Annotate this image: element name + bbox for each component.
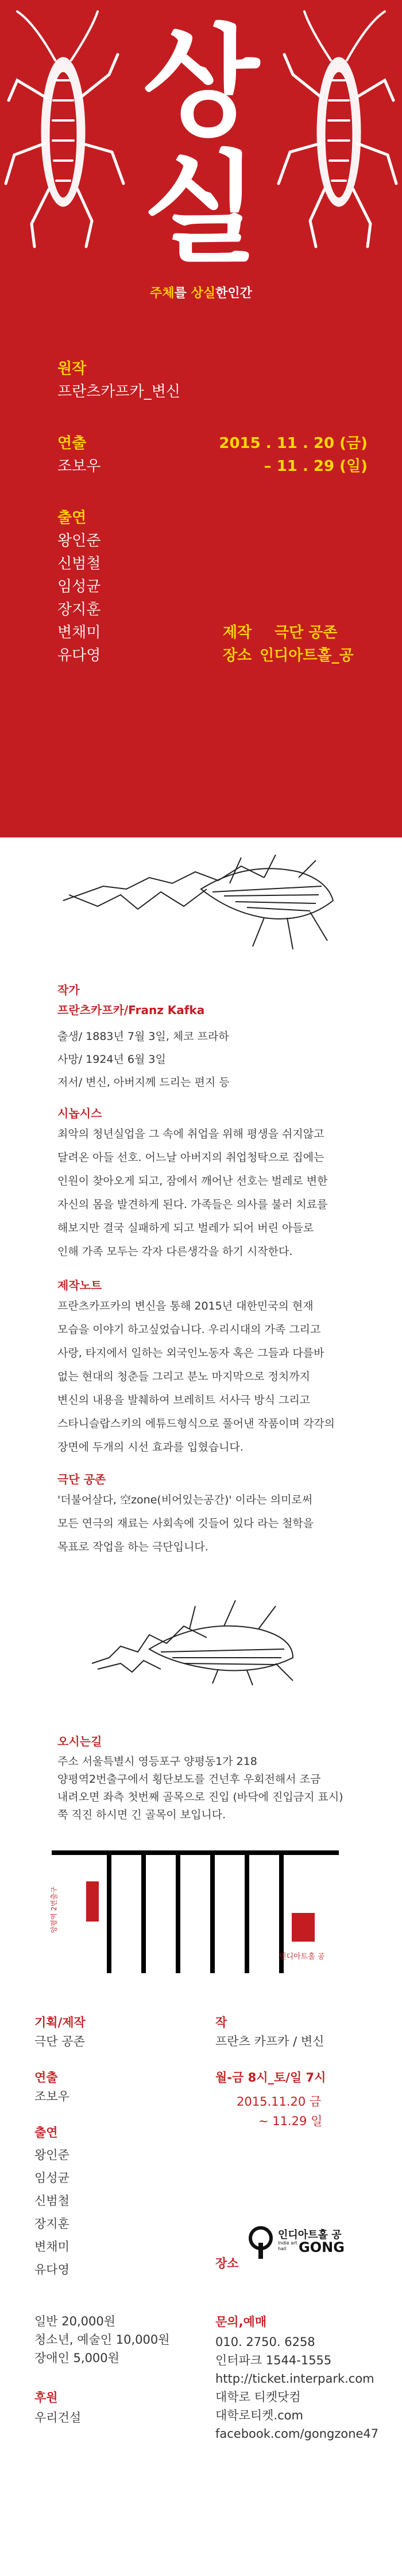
date-line-1: 2015 . 11 . 20 (금) (219, 435, 368, 452)
synopsis-heading: 시놉시스 (57, 1106, 102, 1120)
cast-member-6: 유다영 (57, 647, 101, 664)
price-line: 일반 20,000원 (34, 2314, 116, 2328)
director-value-bottom: 조보우 (34, 2090, 69, 2103)
venue-value: 인디아트홀_공 (260, 647, 354, 664)
price-line: 청소년, 예술인 10,000원 (34, 2333, 170, 2347)
note-line: 변신의 내용을 발췌하여 브레히트 서사극 방식 그리고 (57, 1394, 311, 1406)
cast-label: 출연 (57, 509, 87, 527)
original-value: 프란츠카프카_변신 (57, 383, 180, 400)
synopsis-line: 해보지만 결국 실패하게 되고 벌레가 되어 버린 아들로 (57, 1222, 314, 1234)
inquiry-interpark: 인터파크 1544-1555 (215, 2353, 332, 2367)
venue-heading: 장소 (215, 2257, 239, 2270)
plan-value: 극단 공존 (34, 2035, 85, 2048)
director-value: 조보우 (57, 458, 101, 475)
directions-line: 양평역2번출구에서 횡단보도를 건넌후 우회전해서 조금 (57, 1773, 321, 1786)
director-heading: 연출 (34, 2071, 58, 2084)
sponsor-heading: 후원 (34, 2391, 58, 2404)
venue-logo-mark (248, 2226, 273, 2260)
price-line: 장애인 5,000원 (34, 2351, 119, 2365)
inquiry-ticket-com: 대학로티켓.com (215, 2409, 303, 2422)
author-name: 프란츠카프카/Franz Kafka (57, 1003, 205, 1017)
inquiry-url: http://ticket.interpark.com (215, 2372, 374, 2386)
directions-line: 쭉 직진 하시면 긴 골목이 보입니다. (57, 1809, 226, 1821)
company-line: 모든 연극의 재료는 사회속에 깃들어 있다 라는 철학을 (57, 1517, 314, 1530)
left-cockroach-illustration (6, 11, 123, 247)
cast-bottom: 왕인준 (34, 2148, 69, 2162)
map-station-label: 양평역 2번출구 (50, 1886, 58, 1933)
venue-logo-korean: 인디아트홀 공 (278, 2229, 342, 2241)
synopsis-line: 자신의 몸을 발견하게 된다. 가족들은 의사를 불러 치료를 (57, 1198, 328, 1211)
production-value: 극단 공존 (275, 624, 338, 641)
venue-logo (248, 2226, 346, 2260)
cast-bottom: 신범철 (34, 2194, 69, 2208)
station-marker (86, 1881, 99, 1922)
work-heading: 작 (215, 2016, 227, 2029)
cast-member-5: 변채미 (57, 624, 101, 641)
right-cockroach-illustration (279, 11, 396, 247)
author-died: 사망/ 1924년 6월 3일 (57, 1053, 166, 1066)
directions-heading: 오시는길 (57, 1735, 102, 1748)
production-note-heading: 제작노트 (57, 1279, 102, 1292)
plan-heading: 기획/제작 (34, 2016, 86, 2029)
map-venue-label: 인디아트홀 공 (279, 1953, 325, 1961)
cast-member-2: 신범철 (57, 555, 101, 572)
original-label: 원작 (57, 360, 87, 377)
company-line: 목표로 작업을 하는 극단입니다. (57, 1541, 208, 1553)
cast-member-3: 임성균 (57, 578, 101, 595)
schedule-date-2: ~ 11.29 일 (258, 2114, 323, 2128)
cast-heading: 출연 (34, 2126, 58, 2139)
inquiry-heading: 문의,예매 (215, 2315, 267, 2329)
company-line: '더불어살다, 空zone(비어있는공간)' 이라는 의미로써 (57, 1494, 313, 1506)
cast-member-4: 장지훈 (57, 601, 101, 618)
note-line: 없는 현대의 청춘들 그리고 분노 마지막으로 정치까지 (57, 1370, 311, 1383)
synopsis-line: 최악의 청년실업을 그 속에 취업을 위해 평생을 쉬지않고 (57, 1128, 324, 1140)
synopsis-line: 달려온 아들 선호. 어느날 아버지의 취업청탁으로 집에는 (57, 1151, 324, 1164)
production-label: 제작 (223, 624, 252, 641)
synopsis-line: 인해 가족 모두는 각자 다른생각을 하기 시작한다. (57, 1245, 293, 1258)
title-char-bottom: 실 (142, 139, 260, 279)
work-value: 프란츠 카프카 / 변신 (215, 2035, 324, 2048)
inquiry-ticket-dot: 대학로 티켓닷컴 (215, 2390, 301, 2404)
directions-line: 주소 서울특별시 영등포구 양평동1가 218 (57, 1755, 257, 1768)
note-line: 스타니슬랍스키의 에튜드형식으로 풀어낸 작품이며 각각의 (57, 1417, 335, 1430)
tagline-end: 한인간 (215, 286, 252, 301)
poster-panel (0, 0, 402, 837)
venue-marker (292, 1913, 315, 1942)
director-label: 연출 (57, 435, 87, 452)
tagline-emphasis-loss: 상실 (191, 286, 216, 301)
insect-sketch-top (57, 855, 345, 952)
venue-label: 장소 (223, 647, 252, 664)
author-born: 출생/ 1883년 7월 3일, 체코 프라하 (57, 1030, 229, 1043)
author-heading: 작가 (57, 983, 80, 997)
tagline (0, 283, 402, 301)
note-line: 모습을 이야기 하고싶었습니다. 우리시대의 가족 그리고 (57, 1323, 321, 1336)
note-line: 장면에 두개의 시선 효과를 입혔습니다. (57, 1441, 243, 1453)
directions-line: 내려오면 좌측 첫번째 골목으로 진입 (바닥에 진입금지 표시) (57, 1791, 343, 1803)
schedule-heading: 월-금 8시_토/일 7시 (215, 2071, 326, 2084)
tagline-particle: 를 (174, 286, 191, 301)
title-char-top: 상 (142, 13, 260, 153)
inquiry-facebook: facebook.com/gongzone47 (215, 2427, 379, 2441)
company-heading: 극단 공존 (57, 1472, 106, 1486)
date-line-2: – 11 . 29 (일) (264, 458, 368, 475)
synopsis-line: 인원이 찾아오게 되고, 잠에서 깨어난 선호는 벌레로 변한 (57, 1175, 328, 1187)
sponsor-value: 우리건설 (34, 2411, 82, 2425)
schedule-date-1: 2015.11.20 금 (237, 2095, 322, 2109)
note-line: 프란츠카프카의 변신을 통해 2015년 대한민국의 현재 (57, 1300, 314, 1312)
note-line: 사랑, 타지에서 일하는 외국인노동자 혹은 그들과 다를바 (57, 1347, 324, 1359)
cast-bottom: 장지훈 (34, 2217, 69, 2231)
cast-member-1: 왕인준 (57, 532, 101, 550)
cast-bottom: 유다영 (34, 2263, 69, 2277)
inquiry-phone: 010. 2750. 6258 (215, 2335, 315, 2349)
venue-logo-english: GONG (299, 2239, 345, 2255)
insect-sketch-bottom (86, 1595, 327, 1686)
cast-bottom: 임성균 (34, 2171, 69, 2185)
tagline-emphasis-subject: 주체 (150, 286, 175, 301)
author-works: 저서/ 변신, 아버지께 드리는 편지 등 (57, 1076, 230, 1089)
cast-bottom: 변채미 (34, 2240, 69, 2254)
venue-logo-small: Indie art hall (278, 2240, 297, 2251)
